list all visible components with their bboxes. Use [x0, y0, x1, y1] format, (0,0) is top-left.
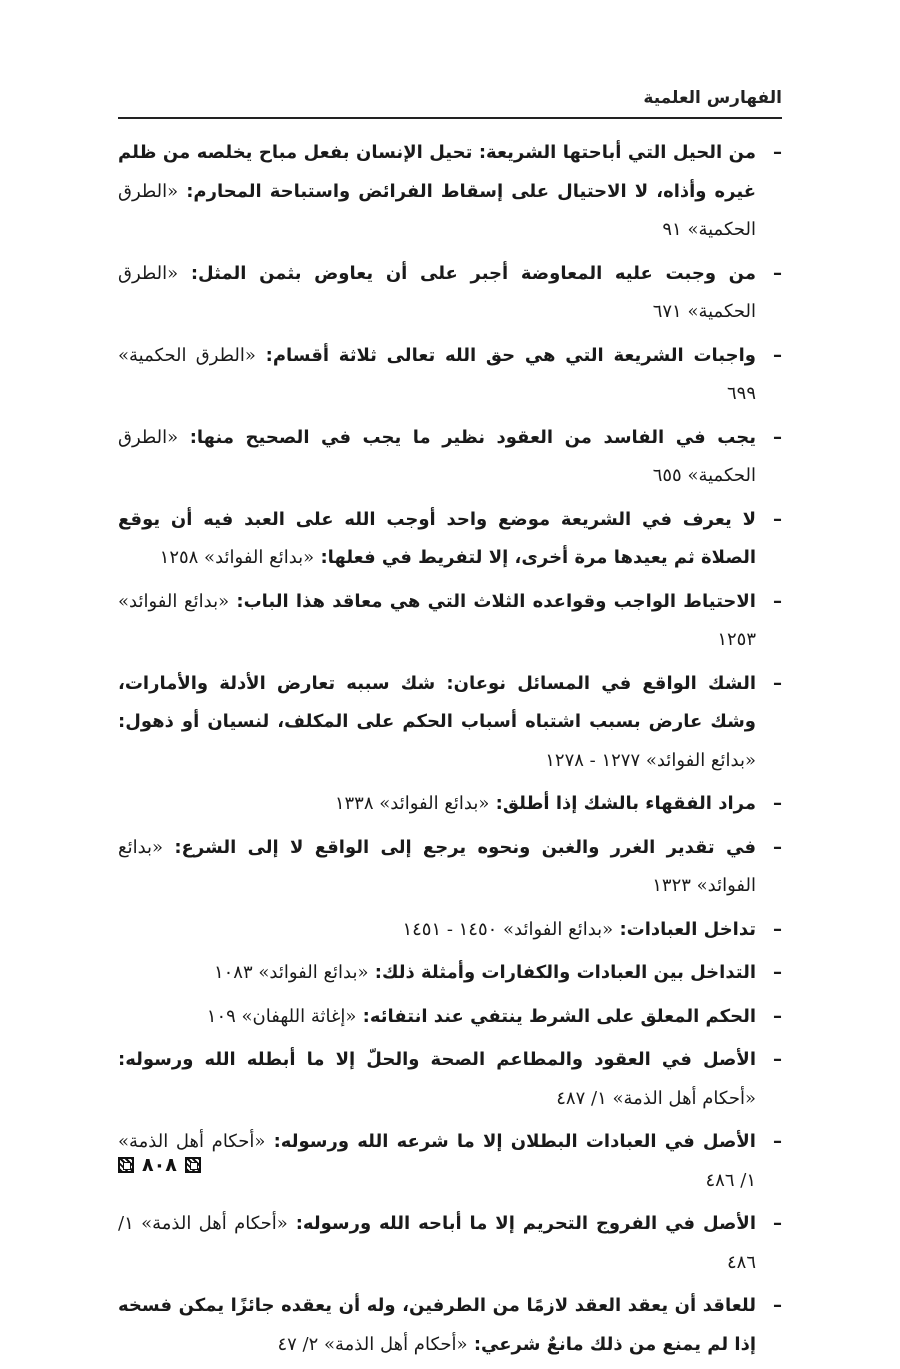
- entry-source: «بدائع الفوائد» ١٤٥٠ - ١٤٥١: [402, 918, 614, 940]
- index-entry: [118, 255, 782, 332]
- entry-dash: –: [773, 1005, 782, 1027]
- entry-dash: –: [773, 1049, 782, 1070]
- index-entry: [118, 829, 782, 906]
- header-rule: [118, 117, 782, 119]
- index-entry: [118, 1205, 782, 1282]
- entry-source: «الطرق الحكمية» ٩١: [118, 180, 756, 240]
- entry-dash: –: [773, 1213, 782, 1234]
- entry-text: التداخل بين العبادات والكفارات وأمثلة ذلك:: [374, 962, 756, 983]
- index-entry: [118, 501, 782, 578]
- index-entry: [118, 583, 782, 660]
- entry-text: الأصل في العبادات البطلان إلا ما شرعه الله ورسوله:: [273, 1131, 756, 1152]
- entry-text: الاحتياط الواجب وقواعده الثلاث التي هي معاقد هذا الباب:: [236, 590, 756, 612]
- index-entries-list: [118, 134, 782, 1369]
- entry-text: مراد الفقهاء بالشك إذا أطلق:: [495, 793, 756, 814]
- entry-source: «الطرق الحكمية» ٦٥٥: [118, 426, 756, 486]
- index-entry: [118, 1287, 782, 1364]
- index-entry: [118, 1041, 782, 1118]
- entry-text: الأصل في الفروج التحريم إلا ما أباحه الله ورسوله:: [295, 1213, 756, 1234]
- entry-dash: –: [773, 672, 782, 694]
- entry-text: من الحيل التي أباحتها الشريعة: تحيل الإنسان بفعل مباح يخلصه من ظلم غيره وأذاه، لا الاحتيال على إسقاط الفرائض واستباحة المحارم:: [118, 142, 756, 202]
- entry-dash: –: [773, 1295, 782, 1316]
- entry-source: «بدائع الفوائد» ١٢٧٧ - ١٢٧٨: [545, 749, 756, 771]
- entry-source: «أحكام أهل الذمة» ٢/ ٤٧: [277, 1333, 468, 1355]
- entry-source: «أحكام أهل الذمة» ١/ ٤٨٧: [556, 1087, 756, 1109]
- entry-source: «بدائع الفوائد» ١٢٥٣: [118, 590, 756, 650]
- entry-source: «أحكام أهل الذمة» ١/ ٤٨٦: [118, 1213, 756, 1273]
- entry-dash: –: [773, 793, 782, 814]
- entry-source: «بدائع الفوائد» ١٠٨٣: [213, 962, 369, 983]
- entry-source: «بدائع الفوائد» ١٣٣٨: [334, 793, 490, 814]
- entry-source: «أحكام أهل الذمة» ١/ ٤٨٦: [118, 1131, 756, 1191]
- index-entry: [118, 785, 782, 824]
- index-entry: [118, 954, 782, 993]
- index-entry: [118, 337, 782, 414]
- entry-source: «الطرق الحكمية» ٦٩٩: [118, 344, 756, 404]
- entry-text: واجبات الشريعة التي هي حق الله تعالى ثلاثة أقسام:: [265, 344, 756, 366]
- index-entry: [118, 134, 782, 250]
- entry-dash: –: [773, 836, 782, 858]
- ornament-icon: [185, 1157, 201, 1173]
- entry-dash: –: [773, 590, 782, 612]
- entry-text: في تقدير الغرر والغبن ونحوه يرجع إلى الواقع لا إلى الشرع:: [174, 836, 756, 858]
- running-head-title: الفهارس العلمية: [643, 88, 782, 108]
- index-entry: [118, 665, 782, 781]
- page-folio: [118, 1154, 201, 1176]
- index-entry: [118, 998, 782, 1037]
- index-entry: [118, 419, 782, 496]
- entry-dash: –: [773, 262, 782, 284]
- entry-dash: –: [773, 918, 782, 940]
- entry-text: تداخل العبادات:: [619, 918, 756, 940]
- index-entry: [118, 911, 782, 950]
- page-number: ٨٠٨: [142, 1154, 177, 1176]
- entry-dash: –: [773, 962, 782, 983]
- entry-text: للعاقد أن يعقد العقد لازمًا من الطرفين، وله أن يعقده جائزًا يمكن فسخه إذا لم يمنع من ذلك مانعٌ شرعي:: [118, 1295, 756, 1355]
- entry-source: «الطرق الحكمية» ٦٧١: [118, 262, 756, 322]
- entry-text: من وجبت عليه المعاوضة أجبر على أن يعاوض بثمن المثل:: [190, 262, 756, 284]
- entry-source: «بدائع الفوائد» ١٣٢٣: [118, 836, 756, 896]
- entry-text: الحكم المعلق على الشرط ينتفي عند انتفائه:: [362, 1005, 756, 1027]
- entry-text: الشك الواقع في المسائل نوعان: شك سببه تعارض الأدلة والأمارات، وشك عارض بسبب اشتباه أسباب الحكم على المكلف، لنسيان أو ذهول:: [118, 672, 756, 732]
- entry-text: لا يعرف في الشريعة موضع واحد أوجب الله على العبد فيه أن يوقع الصلاة ثم يعيدها مرة أخرى، إلا لتفريط في فعلها:: [118, 508, 756, 568]
- entry-source: «بدائع الفوائد» ١٢٥٨: [159, 547, 315, 568]
- entry-source: «إغاثة اللهفان» ١٠٩: [206, 1005, 357, 1027]
- ornament-icon: [118, 1157, 134, 1173]
- entry-dash: –: [773, 426, 782, 448]
- entry-dash: –: [773, 1131, 782, 1152]
- entry-text: الأصل في العقود والمطاعم الصحة والحلّ إلا ما أبطله الله ورسوله:: [118, 1049, 756, 1070]
- entry-text: يجب في الفاسد من العقود نظير ما يجب في الصحيح منها:: [189, 426, 756, 448]
- index-entry: [118, 1123, 782, 1200]
- entry-dash: –: [773, 142, 782, 163]
- entry-dash: –: [773, 344, 782, 366]
- entry-dash: –: [773, 508, 782, 530]
